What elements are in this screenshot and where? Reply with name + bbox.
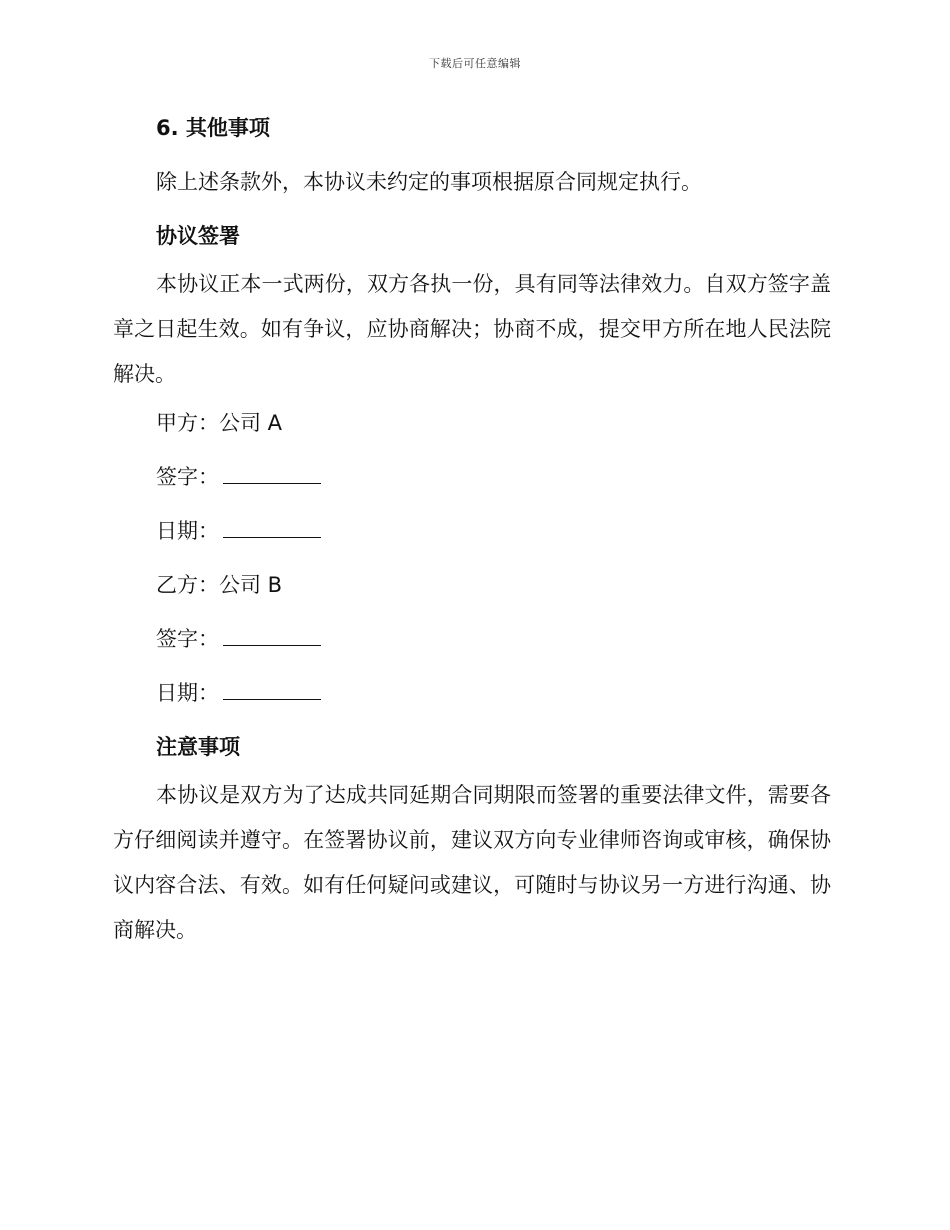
party-b-date-blank[interactable] — [223, 677, 321, 700]
section-text-other: 除上述条款外，本协议未约定的事项根据原合同规定执行。 — [156, 170, 702, 194]
party-b-date-label: 日期： — [156, 681, 219, 705]
party-a-name: 甲方：公司 A — [156, 411, 283, 435]
section-heading-signing: 协议签署 — [156, 224, 240, 248]
party-a-signature-blank[interactable] — [223, 461, 321, 484]
section-heading-other: 6. 其他事项 — [156, 116, 270, 140]
party-a-date-row — [113, 515, 831, 547]
party-a-signature-row — [113, 461, 831, 493]
party-a-date-label: 日期： — [156, 519, 219, 543]
party-b-signature-blank[interactable] — [223, 623, 321, 646]
document-body — [113, 112, 831, 953]
party-b-signature-row — [113, 623, 831, 655]
party-b-date-row — [113, 677, 831, 709]
section-text-signing: 本协议正本一式两份，双方各执一份，具有同等法律效力。自双方签字盖章之日起生效。如有争议，应协商解决；协商不成，提交甲方所在地人民法院解决。 — [113, 272, 831, 386]
party-b-name: 乙方：公司 B — [156, 573, 283, 597]
section-heading-notes: 注意事项 — [156, 735, 240, 759]
party-a-date-blank[interactable] — [223, 515, 321, 538]
header-note: 下载后可任意编辑 — [429, 57, 521, 70]
section-text-notes: 本协议是双方为了达成共同延期合同期限而签署的重要法律文件，需要各方仔细阅读并遵守。在签署协议前，建议双方向专业律师咨询或审核，确保协议内容合法、有效。如有任何疑问或建议，可随时与协议另一方进行沟通、协商解决。 — [113, 783, 831, 942]
party-a-signature-label: 签字： — [156, 465, 219, 489]
party-b-signature-label: 签字： — [156, 627, 219, 651]
